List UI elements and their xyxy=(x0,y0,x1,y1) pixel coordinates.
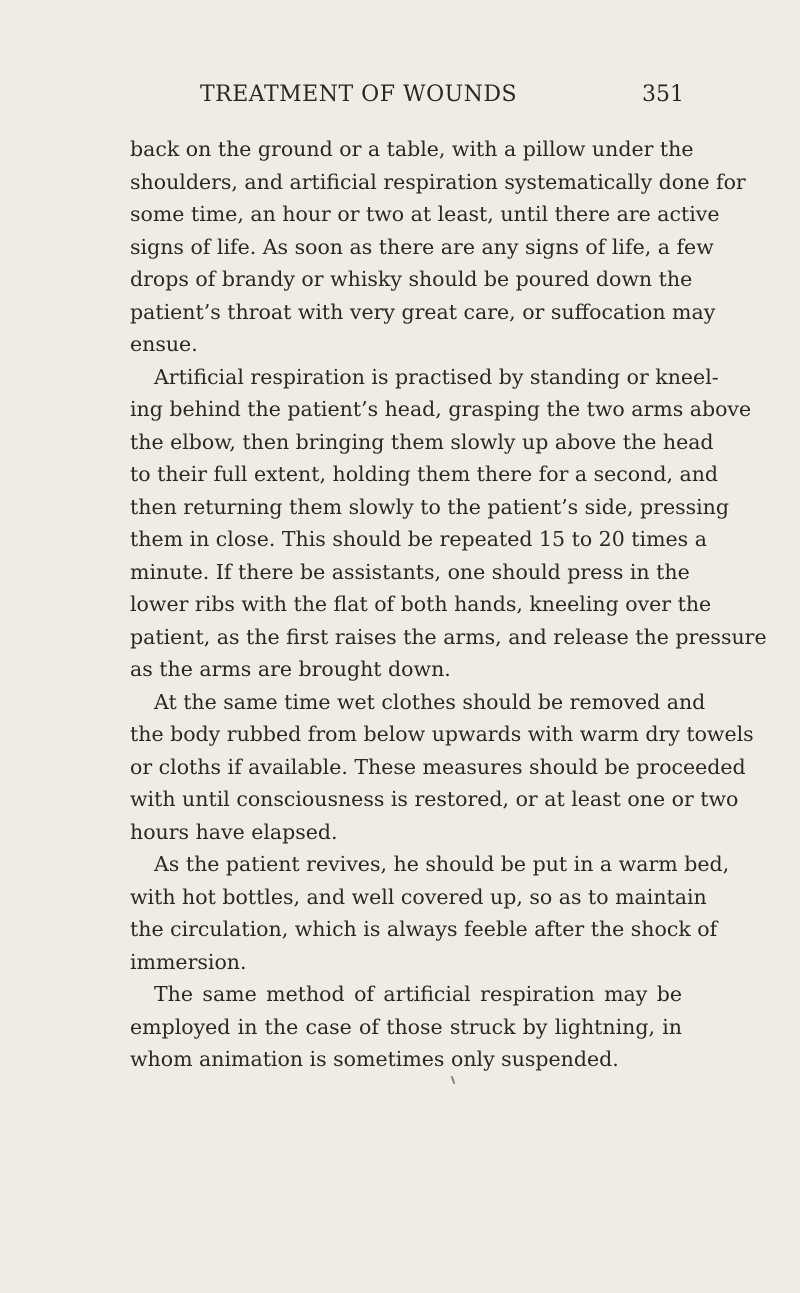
page-number: 351 xyxy=(642,82,684,107)
text-line: with until consciousness is restored, or at least one or two xyxy=(130,787,739,811)
text-line: whom animation is sometimes only suspended. xyxy=(130,1047,619,1071)
running-head xyxy=(130,82,684,116)
text-line: the circulation, which is always feeble after the shock of xyxy=(130,917,718,941)
paragraph xyxy=(130,686,754,849)
paragraph xyxy=(130,361,767,686)
text-line: lower ribs with the flat of both hands, kneeling over the xyxy=(130,592,712,616)
text-line: as the arms are brought down. xyxy=(130,657,451,681)
text-line: back on the ground or a table, with a pillow under the xyxy=(130,137,694,161)
text-line: ensue. xyxy=(130,332,198,356)
text-line: employed in the case of those struck by lightning, in xyxy=(130,1014,682,1039)
text-line: to their full extent, holding them there for a second, and xyxy=(130,462,719,486)
body-text xyxy=(130,133,767,1076)
text-line: signs of life. As soon as there are any signs of life, a few xyxy=(130,234,714,259)
text-line: As the patient revives, he should be put in a warm bed, xyxy=(154,852,730,876)
text-line: ing behind the patient’s head, grasping the two arms above xyxy=(130,397,752,421)
text-line: the elbow, then bringing them slowly up above the head xyxy=(130,429,714,454)
text-line: with hot bottles, and well covered up, so as to maintain xyxy=(130,884,707,909)
text-line: shoulders, and artificial respiration systematically done for xyxy=(130,169,746,194)
text-line: patient’s throat with very great care, or suffocation may xyxy=(130,299,716,324)
text-line: minute. If there be assistants, one should press in the xyxy=(130,559,690,584)
paragraph xyxy=(130,133,746,361)
text-line: The same method of artificial respiration may be xyxy=(154,982,682,1006)
text-line: them in close. This should be repeated 15 to 20 times a xyxy=(130,527,707,551)
text-line: Artificial respiration is practised by standing or kneel- xyxy=(154,364,719,389)
paragraph xyxy=(130,978,682,1076)
text-line: drops of brandy or whisky should be poured down the xyxy=(130,267,693,291)
text-line: patient, as the first raises the arms, and release the pressure xyxy=(130,624,767,649)
stray-ink-mark xyxy=(451,1076,456,1084)
paragraph xyxy=(130,848,730,978)
text-line: At the same time wet clothes should be removed and xyxy=(154,689,706,714)
text-line: the body rubbed from below upwards with warm dry towels xyxy=(130,722,754,746)
text-line: immersion. xyxy=(130,949,247,974)
text-line: some time, an hour or two at least, until there are active xyxy=(130,202,720,226)
running-head-title: TREATMENT OF WOUNDS xyxy=(200,82,518,107)
text-line: hours have elapsed. xyxy=(130,819,338,844)
text-line: or cloths if available. These measures should be proceeded xyxy=(130,754,746,779)
text-line: then returning them slowly to the patient’s side, pressing xyxy=(130,494,730,519)
